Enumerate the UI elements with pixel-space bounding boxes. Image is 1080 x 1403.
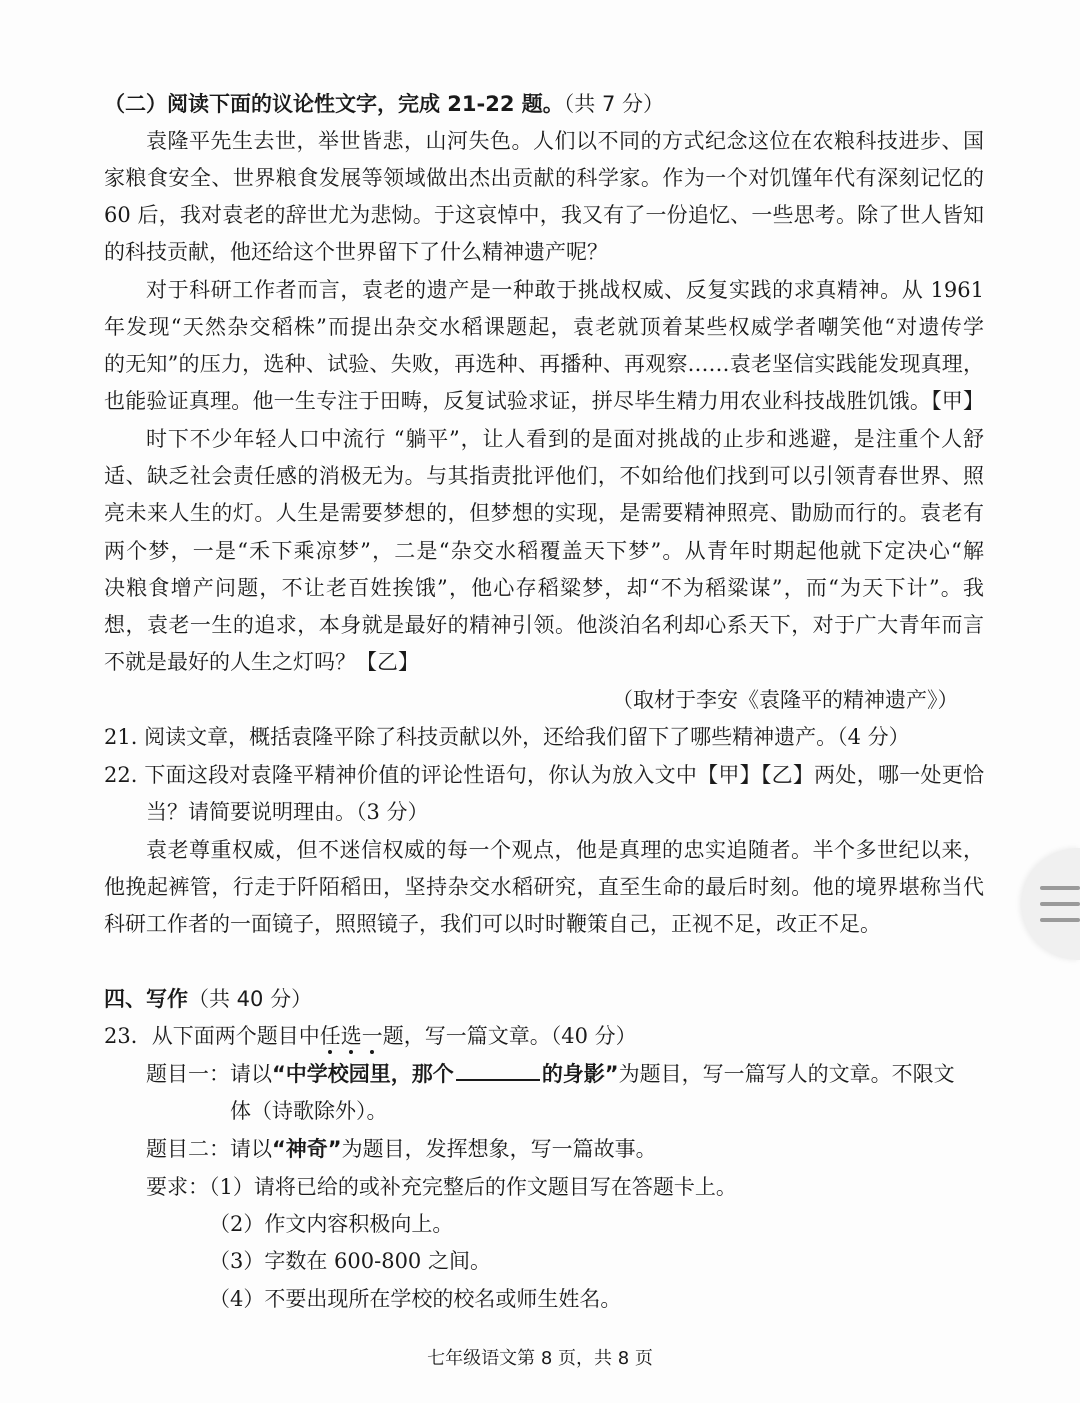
- page-footer: 七年级语文第 8 页，共 8 页: [427, 1348, 653, 1369]
- passage-line: 决粮食增产问题，不让老百姓挨饿”，他心存稻粱梦，却“不为稻粱谋”，而“为天下计”。我: [104, 576, 984, 600]
- passage-line: 60 后，我对袁老的辞世尤为悲恸。于这哀悼中，我又有了一份追忆、一些思考。除了世人皆知: [104, 203, 984, 227]
- passage-line: 年发现“天然杂交稻株”而提出杂交水稻课题起，袁老就顶着某些权威学者嘲笑他“对遗传学: [104, 315, 984, 339]
- requirement-2: （2）作文内容积极向上。: [209, 1212, 454, 1236]
- passage-line: 不就是最好的人生之灯吗？【乙】: [104, 650, 419, 674]
- passage-line: 的无知”的压力，选种、试验、失败，再选种、再播种、再观察……袁老坚信实践能发现真理，: [104, 352, 984, 376]
- topic-1-line2: 体（诗歌除外）。: [230, 1099, 388, 1123]
- section4-heading: 四、写作（共 40 分）: [104, 987, 313, 1011]
- requirement-1: 要求：（1）请将已给的或补充完整后的作文题目写在答题卡上。: [146, 1175, 737, 1199]
- comment-quote-line: 科研工作者的一面镜子，照照镜子，我们可以时时鞭策自己，正视不足，改正不足。: [104, 912, 881, 936]
- hamburger-menu-icon[interactable]: [1022, 848, 1080, 960]
- emphasis-char: 任: [319, 1024, 341, 1048]
- source-citation: （取材于李安《袁隆平的精神遗产》）: [612, 688, 959, 712]
- passage-line: 适、缺乏社会责任感的消极无为。与其指责批评他们，不如给他们找到可以引领青春世界、照: [104, 464, 984, 488]
- requirement-3: （3）字数在 600-800 之间。: [209, 1249, 491, 1273]
- section2-heading: （二）阅读下面的议论性文字，完成 21-22 题。（共 7 分）: [104, 92, 665, 116]
- passage-line: 袁隆平先生去世，举世皆悲，山河失色。人们以不同的方式纪念这位在农粮科技进步、国: [146, 129, 984, 153]
- question-21: 21. 阅读文章，概括袁隆平除了科技贡献以外，还给我们留下了哪些精神遗产。（4 分）: [104, 725, 910, 749]
- question-23: 23．从下面两个题目中任选一题，写一篇文章。（40 分）: [104, 1024, 637, 1048]
- passage-line: 亮未来人生的灯。人生是需要梦想的，但梦想的实现，是需要精神照亮、勖励而行的。袁老有: [104, 501, 984, 525]
- emphasis-char: 一: [361, 1024, 383, 1048]
- comment-quote-line: 他挽起裤管，行走于阡陌稻田，坚持杂交水稻研究，直至生命的最后时刻。他的境界堪称当代: [104, 875, 984, 899]
- passage-line: 家粮食安全、世界粮食发展等领域做出杰出贡献的科学家。作为一个对饥馑年代有深刻记忆的: [104, 166, 984, 190]
- emphasis-marked-text: [320, 1024, 383, 1048]
- requirement-4: （4）不要出现所在学校的校名或师生姓名。: [209, 1287, 622, 1311]
- topic-1: 题目一：请以“中学校园里，那个 的身影”为题目，写一篇写人的文章。不限文: [146, 1059, 984, 1089]
- passage-line: 对于科研工作者而言，袁老的遗产是一种敢于挑战权威、反复实践的求真精神。从 1961: [146, 278, 984, 302]
- topic-2: 题目二：请以“神奇”为题目，发挥想象，写一篇故事。: [146, 1137, 657, 1161]
- question-22-line2: 当？请简要说明理由。（3 分）: [146, 800, 429, 824]
- menu-bar: [1040, 886, 1080, 890]
- fill-in-blank: [456, 1059, 540, 1081]
- passage-line: 的科技贡献，他还给这个世界留下了什么精神遗产呢？: [104, 240, 608, 264]
- question-22-line1: 22. 下面这段对袁隆平精神价值的评论性语句，你认为放入文中【甲】【乙】两处，哪一处更恰: [104, 763, 984, 787]
- emphasis-char: 选: [340, 1024, 362, 1048]
- comment-quote-line: 袁老尊重权威，但不迷信权威的每一个观点，他是真理的忠实追随者。半个多世纪以来，: [146, 838, 984, 862]
- menu-bar: [1040, 902, 1080, 906]
- passage-line: 想，袁老一生的追求，本身就是最好的精神引领。他淡泊名利却心系天下，对于广大青年而言: [104, 613, 984, 637]
- passage-line: 时下不少年轻人口中流行 “躺平”，让人看到的是面对挑战的止步和逃避，是注重个人舒: [146, 427, 984, 451]
- passage-line: 也能验证真理。他一生专注于田畴，反复试验求证，拼尽毕生精力用农业科技战胜饥饿。【甲】: [104, 389, 984, 413]
- menu-bar: [1040, 918, 1080, 922]
- passage-line: 两个梦，一是“禾下乘凉梦”，二是“杂交水稻覆盖天下梦”。从青年时期起他就下定决心“解: [104, 539, 984, 563]
